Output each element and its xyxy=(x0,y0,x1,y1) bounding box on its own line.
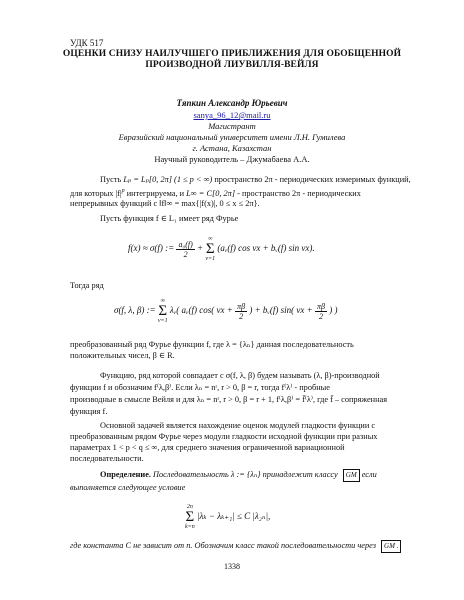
final-line: где константа C не зависит от n. Обозначим класс такой последовательности через GM . xyxy=(70,540,401,553)
definition-label: Определение. xyxy=(100,470,151,479)
para4-line1: преобразованный ряд Фурье функции f, где λ = {λₙ} данная последовательность xyxy=(70,340,354,349)
paper-title-line-2: ПРОИЗВОДНОЙ ЛИУВИЛЛЯ-ВЕЙЛЯ xyxy=(145,60,319,70)
para1-line2: для которых $|f|^p$ интегрируема, и L∞ = C[0, 2π] - пространство 2π - периодических xyxy=(70,188,361,198)
udk-code: УДК 517 xyxy=(70,38,104,48)
paper-title-line-1: ОЦЕНКИ СНИЗУ НАИЛУЧШЕГО ПРИБЛИЖЕНИЯ ДЛЯ ОБОБЩЕННОЙ xyxy=(62,49,402,59)
para6-line3: параметрах 1 < p < q ≤ ∞, для среднего значения ограниченной вариационной xyxy=(70,443,345,452)
gm-class-symbol: GM xyxy=(343,469,360,482)
definition-line1: Определение. Последовательность λ := {λₙ} принадлежит классу GM если xyxy=(100,469,377,482)
equation-fourier-series: f(x) ≈ σ(f) := $\frac{\text{a₀(f)}}{2}$ + ∞ Σ ν=1 (aᵥ(f) cos νx + bᵥ(f) sin νx). xyxy=(128,236,315,262)
summation-symbol-icon: ∞ Σ ν=1 xyxy=(157,298,168,324)
para1-line3: непрерывных функций с ‖f‖∞ = max{|f(x)|, 0 ≤ x ≤ 2π}. xyxy=(70,199,260,208)
author-name: Тяпкин Александр Юрьевич xyxy=(176,98,288,108)
para5-line1: Функцию, ряд которой совпадает с σ(f, λ, β) будем называть (λ, β)-производной xyxy=(100,371,380,380)
author-degree: Магистрант xyxy=(208,121,256,131)
para3-line: Тогда ряд xyxy=(70,281,104,290)
para6-line1: Основной задачей является нахождение оценок модулей гладкости функции с xyxy=(100,421,376,430)
eq1-fraction: $\frac{\text{a₀(f)}}{2}$ xyxy=(178,239,193,259)
equation-gm-condition: 2n Σ k=n |λₖ − λₖ₊₁| ≤ C |λ₂ₙ|, xyxy=(185,504,271,530)
para6-line2: преобразованным рядом Фурье через модули гладкости исходной функции при разных xyxy=(70,432,378,441)
author-city: г. Астана, Казахстан xyxy=(192,143,272,153)
para1-line1: Пусть Lₚ = Lₚ[0, 2π] (1 ≤ p < ∞) пространство 2π - периодических измеримых функций, xyxy=(100,175,411,184)
summation-symbol-icon: 2n Σ k=n xyxy=(185,504,195,530)
definition-line2: выполняется следующее условие xyxy=(70,483,186,492)
para5-line4: функция f. xyxy=(70,407,108,416)
para6-line4: последовательности. xyxy=(70,454,144,463)
author-supervisor: Научный руководитель – Джумабаева А.А. xyxy=(154,154,310,164)
para4-line2: положительных чисел, β ∈ R. xyxy=(70,351,175,360)
summation-symbol-icon: ∞ Σ ν=1 xyxy=(205,236,216,262)
page-number: 1338 xyxy=(224,562,240,571)
eq2-fraction-2: $\frac{\pi\beta}{2}$ xyxy=(317,301,325,321)
para5-line3: производные в смысле Вейля и для λₙ = nʳ, r > 0, β = r + 1, f⁽λ,β⁾ = f̄⁽λ⁾, где f̄ – сопряженная xyxy=(70,395,388,404)
para2-line: Пусть функция f ∈ L₁ имеет ряд Фурье xyxy=(100,214,239,223)
equation-transformed-series: σ(f, λ, β) := ∞ Σ ν=1 λᵥ( aᵥ(f) cos( νx + $\frac{\pi\beta}{2}$ ) + bᵥ(f) sin( νx + $\frac{\pi\beta}{2}$ ) ) xyxy=(114,298,338,324)
gm-class-symbol: GM . xyxy=(381,540,401,553)
para5-line2: функции f и обозначим f⁽λ,β⁾. Если λₙ = nʳ, r > 0, β = r, тогда f⁽λ⁾ - пробные xyxy=(70,383,330,392)
eq2-fraction-1: $\frac{\pi\beta}{2}$ xyxy=(237,301,246,321)
author-university: Евразийский национальный университет имени Л.Н. Гумилева xyxy=(118,132,346,142)
author-email-link[interactable]: sanya_96_12@mail.ru xyxy=(193,110,271,120)
